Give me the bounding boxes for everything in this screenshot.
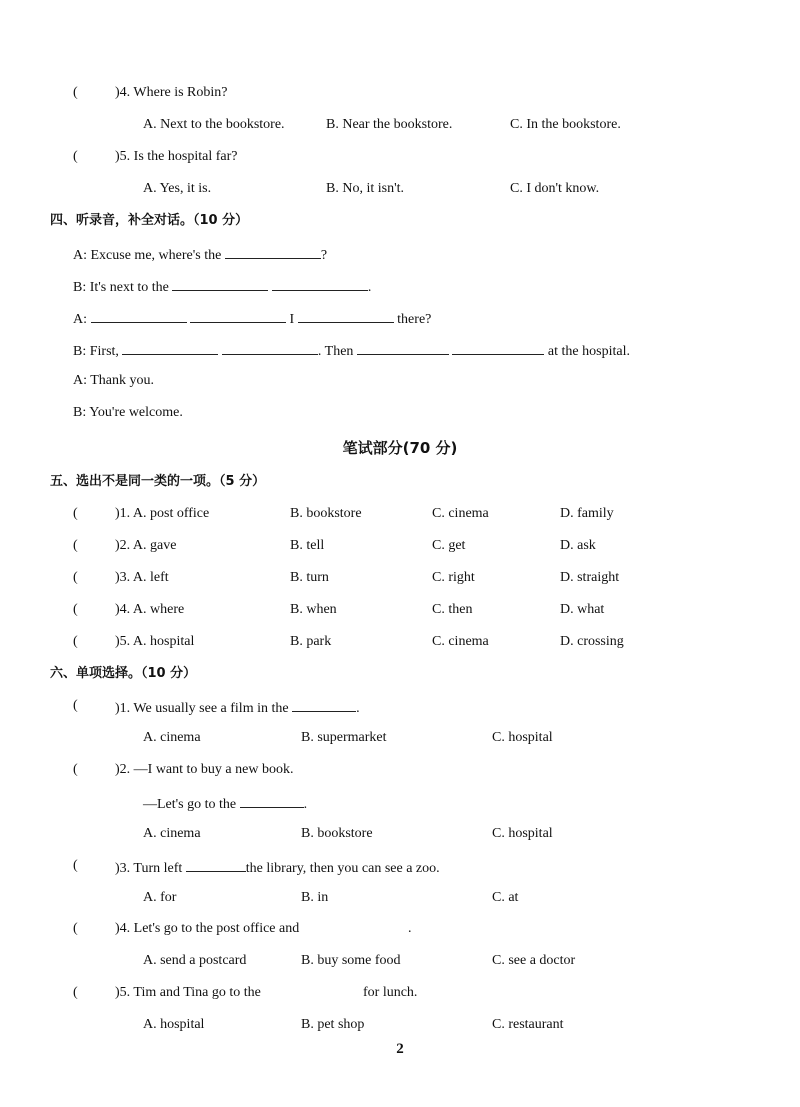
option-c: C. cinema bbox=[432, 634, 489, 649]
option-a: A. for bbox=[143, 890, 177, 905]
blank[interactable] bbox=[357, 340, 449, 355]
dialogue-text: B: First, bbox=[73, 344, 119, 359]
paren[interactable]: ( bbox=[73, 698, 78, 713]
option-a: A. cinema bbox=[143, 730, 201, 745]
question-text: )4. Where is Robin? bbox=[115, 85, 228, 100]
section-heading: 六、单项选择。（10 分） bbox=[50, 666, 197, 681]
option-b: B. supermarket bbox=[301, 730, 387, 745]
question-text: )2. —I want to buy a new book. bbox=[115, 762, 294, 777]
option-a: A. Yes, it is. bbox=[143, 181, 212, 196]
question-text: . bbox=[408, 921, 412, 936]
dialogue-line: A: Thank you. bbox=[73, 373, 155, 388]
option-a: )3. A. left bbox=[115, 570, 169, 585]
question-text: )3. Turn left bbox=[115, 861, 183, 876]
blank[interactable] bbox=[186, 857, 246, 872]
dialogue-text: . bbox=[367, 280, 372, 295]
paren[interactable]: ( bbox=[73, 858, 78, 873]
dialogue-line bbox=[73, 276, 371, 297]
option-c: C. I don't know. bbox=[510, 181, 600, 196]
option-b: B. bookstore bbox=[301, 826, 373, 841]
paren[interactable]: ( bbox=[73, 149, 78, 164]
option-c: C. get bbox=[432, 538, 466, 553]
paren[interactable]: ( bbox=[73, 602, 78, 617]
option-b: B. in bbox=[301, 890, 329, 905]
dialogue-text: ? bbox=[320, 248, 328, 263]
question-text: the library, then you can see a zoo. bbox=[245, 861, 440, 876]
option-a: )4. A. where bbox=[115, 602, 185, 617]
option-d: D. straight bbox=[560, 570, 620, 585]
paren[interactable]: ( bbox=[73, 570, 78, 585]
option-a: A. cinema bbox=[143, 826, 201, 841]
dialogue-text: A: bbox=[73, 312, 87, 327]
option-c: C. restaurant bbox=[492, 1017, 564, 1032]
option-c: C. see a doctor bbox=[492, 953, 576, 968]
option-c: C. at bbox=[492, 890, 519, 905]
paren[interactable]: ( bbox=[73, 85, 78, 100]
option-b: B. bookstore bbox=[290, 506, 362, 521]
question-line bbox=[115, 857, 440, 878]
blank[interactable] bbox=[452, 340, 544, 355]
question-text: . bbox=[303, 797, 308, 812]
option-b: B. Near the bookstore. bbox=[326, 117, 453, 132]
paren[interactable]: ( bbox=[73, 634, 78, 649]
option-b: B. turn bbox=[290, 570, 329, 585]
option-a: )2. A. gave bbox=[115, 538, 177, 553]
dialogue-text: I bbox=[289, 312, 295, 327]
paren[interactable]: ( bbox=[73, 506, 78, 521]
section-heading: 四、听录音，补全对话。（10 分） bbox=[50, 213, 249, 228]
question-line bbox=[115, 697, 360, 718]
question-text: )4. Let's go to the post office and bbox=[115, 921, 300, 936]
dialogue-line: B: You're welcome. bbox=[73, 405, 183, 420]
dialogue-text: B: It's next to the bbox=[73, 280, 169, 295]
paren[interactable]: ( bbox=[73, 762, 78, 777]
option-c: C. hospital bbox=[492, 826, 553, 841]
option-a: )5. A. hospital bbox=[115, 634, 195, 649]
option-a: A. Next to the bookstore. bbox=[143, 117, 285, 132]
option-b: B. buy some food bbox=[301, 953, 401, 968]
option-b: B. No, it isn't. bbox=[326, 181, 404, 196]
written-part-title: 笔试部分(70 分) bbox=[342, 439, 458, 457]
option-d: D. crossing bbox=[560, 634, 624, 649]
option-b: B. when bbox=[290, 602, 337, 617]
blank[interactable] bbox=[91, 308, 187, 323]
option-b: B. pet shop bbox=[301, 1017, 365, 1032]
option-d: D. family bbox=[560, 506, 614, 521]
page-number: 2 bbox=[396, 1041, 404, 1057]
dialogue-text: . Then bbox=[317, 344, 354, 359]
option-d: D. what bbox=[560, 602, 605, 617]
paren[interactable]: ( bbox=[73, 538, 78, 553]
blank[interactable] bbox=[298, 308, 394, 323]
blank[interactable] bbox=[225, 244, 321, 259]
section-heading: 五、选出不是同一类的一项。（5 分） bbox=[50, 474, 266, 489]
option-a: A. send a postcard bbox=[143, 953, 247, 968]
option-a: A. hospital bbox=[143, 1017, 205, 1032]
dialogue-text: A: Excuse me, where's the bbox=[73, 248, 222, 263]
option-a: )1. A. post office bbox=[115, 506, 210, 521]
dialogue-line bbox=[73, 308, 431, 329]
question-text: for lunch. bbox=[363, 985, 418, 1000]
blank[interactable] bbox=[122, 340, 218, 355]
option-b: B. park bbox=[290, 634, 332, 649]
question-text: —Let's go to the bbox=[143, 797, 237, 812]
option-b: B. tell bbox=[290, 538, 325, 553]
option-c: C. In the bookstore. bbox=[510, 117, 621, 132]
dialogue-text: there? bbox=[397, 312, 432, 327]
option-c: C. right bbox=[432, 570, 475, 585]
blank[interactable] bbox=[292, 697, 356, 712]
option-c: C. hospital bbox=[492, 730, 553, 745]
blank[interactable] bbox=[172, 276, 268, 291]
question-text: )1. We usually see a film in the bbox=[115, 701, 289, 716]
blank[interactable] bbox=[240, 793, 304, 808]
dialogue-line bbox=[73, 340, 630, 361]
question-line bbox=[143, 793, 307, 814]
option-c: C. then bbox=[432, 602, 473, 617]
blank[interactable] bbox=[272, 276, 368, 291]
dialogue-line bbox=[73, 244, 327, 265]
blank[interactable] bbox=[190, 308, 286, 323]
paren[interactable]: ( bbox=[73, 985, 78, 1000]
question-text: . bbox=[356, 701, 360, 716]
question-text: )5. Is the hospital far? bbox=[115, 149, 238, 164]
option-c: C. cinema bbox=[432, 506, 489, 521]
dialogue-text: at the hospital. bbox=[547, 344, 630, 359]
paren[interactable]: ( bbox=[73, 921, 78, 936]
option-d: D. ask bbox=[560, 538, 596, 553]
question-text: )5. Tim and Tina go to the bbox=[115, 985, 261, 1000]
blank[interactable] bbox=[222, 340, 318, 355]
